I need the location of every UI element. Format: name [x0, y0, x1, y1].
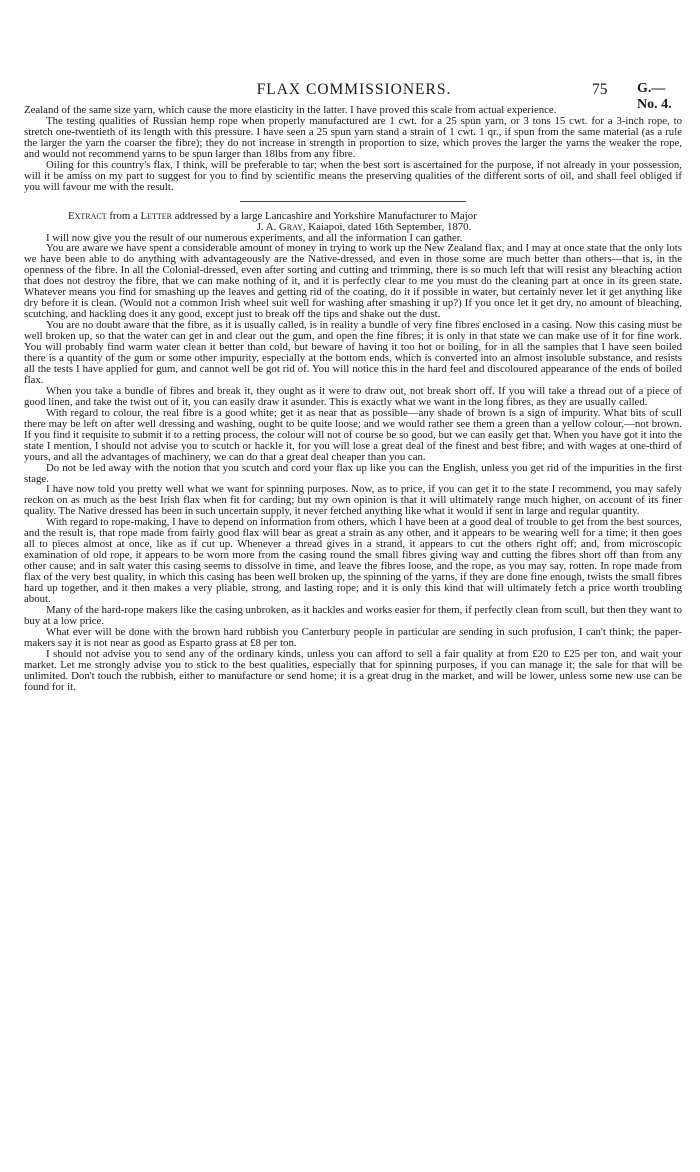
paragraph: I should not advise you to send any of the ordinary kinds, unless you can afford to sell a fair quality at from £20 to £25 per ton, and wait your market. Let me strongly advise you to stick to the best qualities, especially that for spinning purposes, if you can manage it; the sale for that will be unlimited. Don't touch the rubbish, either to manufacture or send home; it is a great drug in the market, and will be lower, unless some new use can be found for it.	[24, 647, 682, 693]
paragraph: Zealand of the same size yarn, which cause the more elasticity in the latter. I have proved this scale from actual experience.	[24, 104, 557, 116]
recipient-surname: Gray,	[278, 220, 306, 233]
page-body	[24, 105, 682, 693]
letter-label: Letter	[140, 209, 172, 222]
paragraph: I will now give you the result of our numerous experiments, and all the information I can gather.	[46, 231, 463, 244]
paragraph: I have now told you pretty well what we want for spinning purposes. Now, as to price, if you can get it to the state I recommend, you may safely reckon on as much as the best Irish flax when fit for carding; but my own opinion is that it will ultimately range much higher, on account of its finer quality. The Native dressed has been in such uncertain supply, it never fetched anything like what it would if sent in large and regular quantity.	[24, 483, 682, 518]
extract-description: addressed by a large Lancashire and Yorkshire Manufacturer to Major	[174, 209, 477, 222]
paragraph: When you take a bundle of fibres and break it, they ought as it were to draw out, not break short off. If you will take a thread out of a piece of good linen, and take the twist out of it, you can easily draw it asunder. This is exactly what we want in the long fibres, as they are usually called.	[24, 384, 682, 408]
paragraph: Oiling for this country's flax, I think, will be preferable to tar; when the best sort is ascertained for the purpose, if not already in your possession, will it be amiss on my part to suggest for you to find by scientific means the preserving qualities of the different sorts of oil, and shall feel obliged if you will favour me with the result.	[24, 158, 682, 193]
extract-heading-line-2	[46, 222, 682, 233]
paragraph: What ever will be done with the brown hard rubbish you Canterbury people in particular are sending in such profusion, I can't think; the paper-makers say it is not near as good as Esparto grass at £8 per ton.	[24, 625, 682, 649]
paragraph: Many of the hard-rope makers like the casing unbroken, as it hackles and works easier for them, if perfectly clean from scull, but then they want to buy at a low price.	[24, 603, 682, 627]
extract-place-date: Kaiapoi, dated 16th September, 1870.	[308, 220, 472, 233]
paper-code: G.—No. 4.	[637, 81, 672, 112]
paragraph: With regard to colour, the real fibre is a good white; get it as near that as possible—any shade of brown is a sign of impurity. What bits of scull there may be left on after well dressing and washing, ought to be quite loose; and we would rather see them a green than a yellow colour,—not brown. If you find it requisite to submit it to a retting process, the colour will not of course be so good, but we can easily get that. When you have got it into the state I mention, I should not advise you to scutch or hackle it, for you will lose a great deal of the finest and best fibre; and with wages at one-third of yours, and all the advantages of machinery, we can do that a great deal cheaper than you can.	[24, 406, 682, 463]
extract-from-a: from a	[109, 209, 138, 222]
page-title: FLAX COMMISSIONERS.	[256, 81, 452, 98]
paragraph: You are aware we have spent a considerable amount of money in trying to work up the New Zealand flax, and I may at once state that the only lots we have been able to do anything with advantageously are the Native-dressed, and even in those some are much better than others—that is, in the openness of the fibre. In all the Colonial-dressed, even after sorting and cutting and trimming, there is so much left that will resist any bleaching action that does not destroy the fibre, that we can make nothing of it, and it is perfectly clear to me you must do the cleaning part at once in its green state. Whatever means you find for smashing up the leaves and getting rid of the coating, do it if possible in water, but certainly never let it get anything like dry before it is clean. (Would not a common Irish wheel suit well for washing after smashing it up?) If you once let it get dry, no amount of bleaching, scutching, and hackling does it any good, except just to break off the tips and shake out the dust.	[24, 242, 682, 321]
page-number: 75	[592, 81, 608, 98]
paragraph: Do not be led away with the notion that you scutch and cord your flax up like you can the English, unless you get rid of the impurities in the first stage.	[24, 461, 682, 485]
extract-label: Extract	[68, 209, 107, 222]
section-divider	[240, 201, 466, 202]
extract-heading	[24, 211, 682, 233]
paragraph: You are no doubt aware that the fibre, as it is usually called, is in reality a bundle of very fine fibres enclosed in a casing. Now this casing must be well broken up, so that the water can get in and clear out the gum, and open the fine fibres; it is only in that state we can make use of it for fine work. You will probably find warm water clean it better than cold, but beware of having it too hot or boiling, for in all the samples that I have seen boiled there is a quantity of the gum or some other impurity, especially at the bottom ends, which is converted into an almost insoluble substance, and resists all the tests I have applied for gum, and cannot well be got rid of. You will notice this in the hard feel and discoloured appearance of the ends of boiled flax.	[24, 319, 682, 386]
paragraph: The testing qualities of Russian hemp rope when properly manufactured are 1 cwt. for a 25 spun yarn, or 3 tons 15 cwt. for a 3-inch rope, to stretch one-twentieth of its length with this pressure. I have seen a 25 spun yarn stand a strain of 1 cwt. 1 qr., if spun from the same material (as a rule the larger the yarn the coarser the fibre); they do not increase in strength in proportion to size, which proves the larger the yarns the weaker the rope, and would not recommend yarns to be spun larger than 18lbs from any fibre.	[24, 114, 682, 160]
recipient-initials: J. A.	[256, 220, 277, 233]
paragraph: With regard to rope-making, I have to depend on information from others, which I have been at a good deal of trouble to get from the best sources, and the result is, that rope made from fairly good flax will bear as great a strain as any other, and it appears to be wearing well for a time; it then goes all to pieces almost at once, like as if cut up. Whenever a thread gives in a strand, it appears to cut the others right off; and, from microscopic examination of old rope, it appears to be worn more from the casing round the small fibres giving way and cutting the fibres short off than from any other cause; and in salt water this casing seems to dissolve in time, and leave the fibres loose, and the rope, as you may say, rotten. In rope made from flax of the very best quality, in which this casing has been well broken up, the spinning of the yarns, if they are done fine enough, twists the small fibres hard up together, and it then makes a very pliable, strong, and lasting rope; and it is only this kind that will ultimately fetch a price worth troubling about.	[24, 516, 682, 605]
